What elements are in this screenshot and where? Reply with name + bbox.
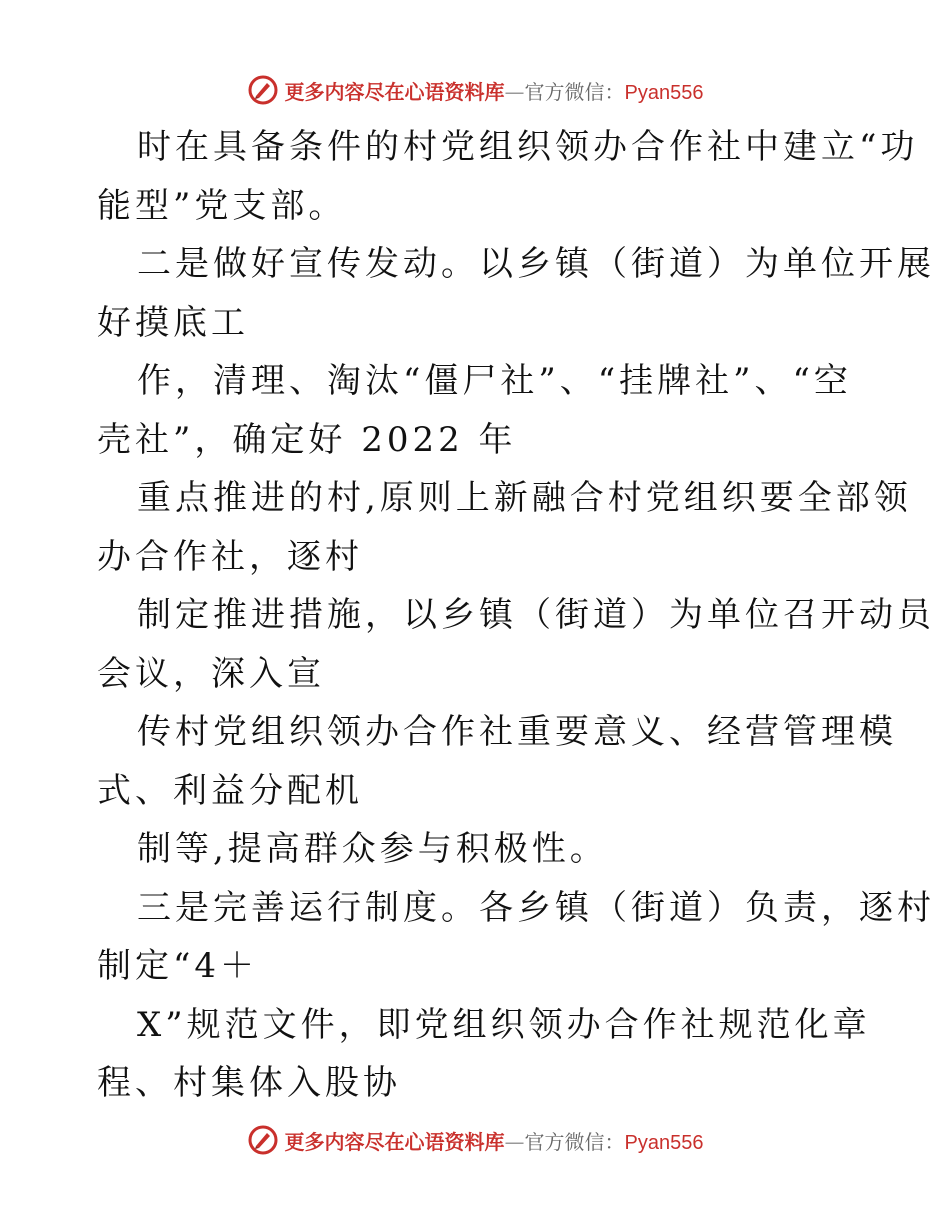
banner-title: 更多内容尽在心语资料库 [284, 1129, 505, 1154]
body-line: 传村党组织领办合作社重要意义、经营管理模 [137, 712, 897, 752]
body-line: 时在具备条件的村党组织领办合作社中建立“功 [137, 127, 919, 167]
body-line: 重点推进的村,原则上新融合村党组织要全部领 [137, 478, 912, 518]
banner-wechat-label: 官方微信： [524, 79, 625, 104]
body-line: 程、村集体入股协 [97, 1063, 401, 1103]
body-line: 二是做好宣传发动。以乡镇（街道）为单位开展 [137, 244, 935, 284]
body-line: 式、利益分配机 [97, 770, 363, 811]
footer-banner [0, 1120, 950, 1160]
banner-wechat-id: Pyan556 [624, 81, 704, 104]
body-line: 制定“4＋ [97, 946, 259, 986]
footer-banner-text [285, 1126, 704, 1155]
body-line: 三是完善运行制度。各乡镇（街道）负责，逐村 [137, 887, 935, 928]
header-banner-text [285, 76, 704, 105]
brand-logo-icon [247, 1124, 279, 1156]
banner-wechat-label: 官方微信： [524, 1129, 625, 1154]
brand-logo-icon [247, 74, 279, 106]
body-line: X”规范文件，即党组织领办合作社规范化章 [137, 1004, 871, 1045]
body-line: 会议，深入宣 [97, 653, 325, 694]
banner-title: 更多内容尽在心语资料库 [284, 79, 505, 104]
body-line: 制定推进措施，以乡镇（街道）为单位召开动员 [137, 595, 935, 635]
banner-dash: — [504, 1129, 525, 1154]
document-body [97, 118, 935, 1113]
body-line: 办合作社，逐村 [97, 536, 363, 577]
body-line: 能型”党支部。 [97, 185, 347, 226]
banner-wechat-id: Pyan556 [624, 1131, 704, 1154]
header-banner [0, 70, 950, 110]
banner-dash: — [504, 79, 525, 104]
body-line: 制等,提高群众参与积极性。 [137, 829, 608, 869]
body-line: 作，清理、淘汰“僵尸社”、“挂牌社”、“空 [137, 361, 852, 401]
body-line: 好摸底工 [97, 302, 249, 343]
body-line: 壳社”，确定好 2022 年 [97, 419, 517, 460]
